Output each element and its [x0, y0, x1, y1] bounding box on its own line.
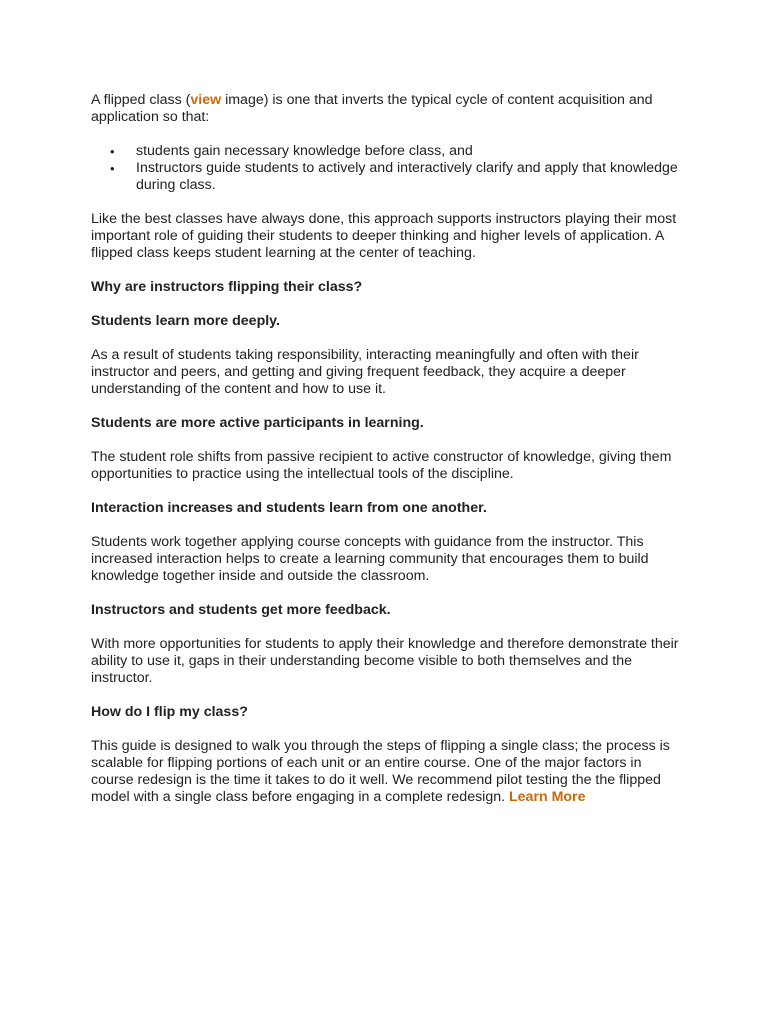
guide-paragraph: [91, 738, 683, 806]
intro-text-start: A flipped class (: [91, 92, 191, 108]
why-flipping-heading: Why are instructors flipping their class?: [91, 279, 363, 295]
learn-deeply-paragraph: As a result of students taking responsibility, interacting meaningfully and often with their instructor and peers, and getting and giving frequent feedback, they acquire a deeper understanding of the content and how to use it.: [91, 347, 639, 397]
bullet-item-knowledge-before-class: • students gain necessary knowledge before class, and: [136, 143, 683, 160]
document-page: [91, 92, 683, 823]
best-classes-paragraph: Like the best classes have always done, this approach supports instructors playing their most important role of guiding their students to deeper thinking and higher levels of application. A flipped class keeps student learning at the center of teaching.: [91, 211, 677, 261]
bullet-item-instructors-guide: • Instructors guide students to actively and interactively clarify and apply that knowledge during class.: [136, 160, 683, 194]
active-participants-paragraph: The student role shifts from passive recipient to active constructor of knowledge, giving them opportunities to practice using the intellectual tools of the discipline.: [91, 449, 672, 482]
intro-text-end: image) is one that inverts the typical cycle of content acquisition and application so that:: [91, 92, 653, 125]
how-flip-heading: How do I flip my class?: [91, 704, 248, 720]
active-participants-heading: Students are more active participants in learning.: [91, 415, 424, 431]
flipped-class-bullet-list: [91, 143, 683, 194]
feedback-heading: Instructors and students get more feedback.: [91, 602, 391, 618]
learn-more-link[interactable]: Learn More: [509, 789, 586, 805]
interaction-paragraph: Students work together applying course concepts with guidance from the instructor. This increased interaction helps to create a learning community that encourages them to build knowledge together inside and outside the classroom.: [91, 534, 649, 584]
guide-text: This guide is designed to walk you through the steps of flipping a single class; the process is scalable for flipping portions of each unit or an entire course. One of the major factors in course redesign is the time it takes to do it well. We recommend pilot testing the the flipped model with a single class before engaging in a complete redesign.: [91, 738, 670, 805]
learn-deeply-heading: Students learn more deeply.: [91, 313, 280, 329]
view-image-link[interactable]: view: [190, 92, 222, 108]
intro-paragraph: [91, 92, 683, 126]
feedback-paragraph: With more opportunities for students to apply their knowledge and therefore demonstrate their ability to use it, gaps in their understanding become visible to both themselves and the instructor.: [91, 636, 679, 686]
interaction-heading: Interaction increases and students learn from one another.: [91, 500, 487, 516]
